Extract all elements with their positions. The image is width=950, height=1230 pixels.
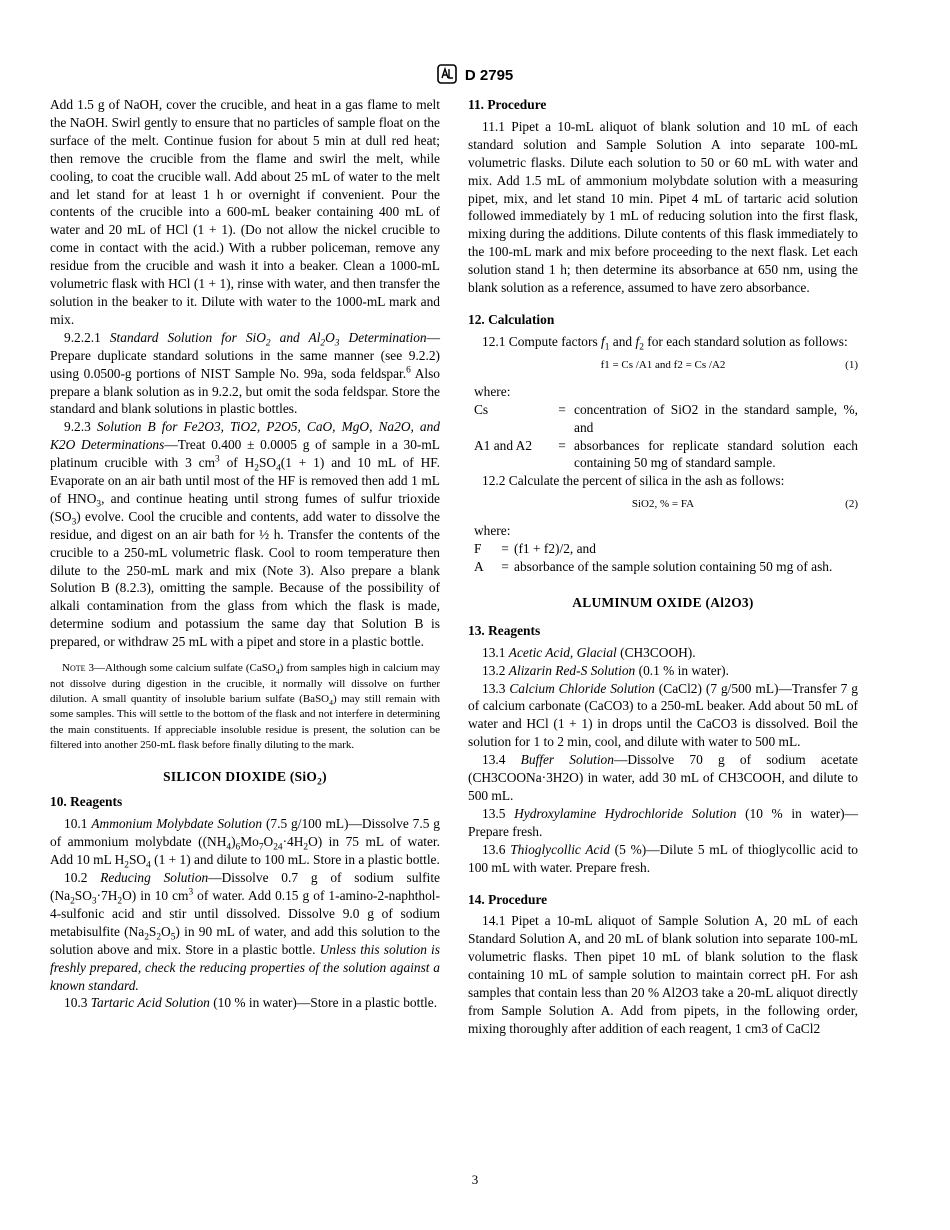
reagent-13-4: 13.4 Buffer Solution—Dissolve 70 g of sodium acetate (CH3COONa·3H2O) in water, add 30 mL of CH3COOH, and dilute to 500 mL. bbox=[468, 752, 858, 803]
right-column bbox=[468, 96, 858, 1038]
calculation-12-1: 12.1 Compute factors $f_1$ and $f_2$ for each standard solution as follows: bbox=[482, 333, 848, 353]
reagent-13-6: 13.6 Thioglycollic Acid (5 %)—Dilute 5 mL of thioglycollic acid to 100 mL with water. Prepare fresh. bbox=[468, 841, 858, 875]
where-label-2: where: bbox=[474, 523, 511, 539]
definition-a1-a2: A1 and A2 = absorbances for replicate standard solution each containing 50 mg of standard sample. bbox=[474, 437, 858, 471]
heading-11-procedure: 11. Procedure bbox=[468, 97, 547, 112]
reagent-10-3: 10.3 Tartaric Acid Solution (10 % in water)—Store in a plastic bottle. bbox=[64, 995, 438, 1011]
definition-f: F = (f1 + f2)/2, and bbox=[474, 541, 596, 557]
equation-1 bbox=[468, 357, 858, 373]
definition-absorbance: A = absorbance of the sample solution containing 50 mg of ash. bbox=[474, 559, 833, 575]
where-definitions-1 bbox=[474, 383, 858, 473]
paragraph-9-2-3: 9.2.3 Solution B for Fe2O3, TiO2, P2O5, CaO, MgO, Na2O, and K2O Determinations—Treat 0.400 ± 0.0005 g of sample in a 30-mL platinum crucible with 3 $cm^3$ of $H_2SO_4(1 + 1)$ and 10 mL of HF. Evaporate on an air bath until most of the HF is removed then add 1 mL of $HNO_3$, and continue heating until strong fumes of sulfur trioxide $(SO_3)$ evolve. Cool the crucible and contents, add water to dissolve the residue, and digest on an air bath for ½ h. Transfer the contents of the crucible to a 250-mL volumetric flask. Cool to room temperature then dilute to the 250-mL mark and mix (Note 3). Also prepare a blank Solution B (8.2.3), omitting the sample. Because of the possibility of alkali contamination from the glass from which the flask is made, determine sodium and potassium the same day that Solution B is prepared, or withdraw 25 mL with a pipet and store in a plastic bottle. bbox=[50, 419, 440, 650]
left-column bbox=[50, 96, 440, 1012]
document-designation: D 2795 bbox=[464, 67, 514, 84]
reagent-13-5: 13.5 Hydroxylamine Hydrochloride Solution (10 % in water)—Prepare fresh. bbox=[468, 805, 858, 839]
procedure-11-1: 11.1 Pipet a 10-mL aliquot of blank solution and 10 mL of each standard solution and Sample Solution A into separate 100-mL volumetric flasks. Dilute each solution to 50 or 60 mL with water and mix. Add 1.5 mL of ammonium molybdate solution with a measuring pipet, mix, and let stand 10 min. Pipet 4 mL of tartaric acid solution followed immediately by 1 mL of reducing solution into the first flask, mixing during the additions. Dilute contents of this flask immediately to the 100-mL mark and mix before proceeding to the next flask. Let each solution stand 1 h; then determine its absorbance at 650 nm, using the blank solution as a reference, assumed to have zero absorbance. bbox=[468, 118, 858, 296]
procedure-14-1: 14.1 Pipet a 10-mL aliquot of Sample Solution A, 20 mL of each Standard Solution A, and 20 mL of blank solution into separate 100-mL volumetric flasks. Then pipet 10 mL of blank solution to the flask containing 10 mL of sample solution to maintain correct pH. For ash samples that contain less than 20 % Al2O3 take a 20-mL aliquot directly from Sample Solution A. Add from pipets, in the following order, mixing thoroughly after addition of each reagent, 1 cm3 of CaCl2 bbox=[468, 913, 858, 1036]
heading-10-reagents: 10. Reagents bbox=[50, 794, 123, 810]
where-label: where: bbox=[474, 383, 511, 399]
section-aluminum-oxide: ALUMINUM OXIDE (Al2O3) bbox=[572, 594, 754, 610]
heading-13-reagents: 13. Reagents bbox=[468, 622, 541, 638]
reagent-13-1: 13.1 Acetic Acid, Glacial (CH3COOH). bbox=[482, 644, 696, 660]
equation-1-number: (1) bbox=[845, 358, 858, 371]
reagent-13-3: 13.3 Calcium Chloride Solution (CaCl2) (7 g/500 mL)—Transfer 7 g of calcium carbonate (CaCO3) to a 250-mL beaker. Add about 50 mL of water and HCl (1 + 1) in drops until the CaCO3 is dissolved. Boil the solution for 1 to 2 min, cool, and dilute with water to 500 mL. bbox=[468, 680, 858, 750]
astm-logo-icon bbox=[437, 64, 457, 84]
equation-1-text: f1 = Cs /A1 and f2 = Cs /A2 bbox=[600, 358, 726, 371]
page-number: 3 bbox=[471, 1172, 479, 1187]
page-header bbox=[0, 64, 950, 84]
reagent-10-1: 10.1 Ammonium Molybdate Solution (7.5 g/100 mL)—Dissolve 7.5 g of ammonium molybdate $((NH_4)_6Mo_7O_{24}\cdot 4H_2O)$ in 75 mL of water. Add 10 mL $H_2SO_4$ (1 + 1) and dilute to 100 mL. Store in a plastic bottle. bbox=[50, 816, 440, 871]
reagent-13-2: 13.2 Alizarin Red-S Solution (0.1 % in water). bbox=[482, 662, 729, 678]
equation-2-text: SiO2, % = FA bbox=[631, 498, 695, 511]
calculation-12-2: 12.2 Calculate the percent of silica in the ash as follows: bbox=[482, 473, 785, 489]
heading-14-procedure: 14. Procedure bbox=[468, 891, 548, 907]
equation-2-number: (2) bbox=[845, 498, 858, 511]
definition-cs: Cs = concentration of SiO2 in the standard sample, %, and bbox=[474, 401, 858, 435]
paragraph-fusion: Add 1.5 g of NaOH, cover the crucible, and heat in a gas flame to melt the NaOH. Swirl gently to ensure that no particles of sample float on the surface of the melt. Continue fusion for about 5 min at dull red heat; then remove the crucible from the flame and swirl the melt, while cooling, to coat the crucible wall. Add about 25 mL of water to the melt and let stand for at least 1 h or overnight if convenient. Pour the contents of the crucible into a 600-mL beaker containing 400 mL of water and 20 mL of HCl (1 + 1). (Do not allow the nickel crucible to come in contact with the acid.) With a rubber policeman, remove any residue from the crucible and wash it into a beaker. Clean a 1000-mL volumetric flask with HCl (1 + 1), rinse with water, and then transfer the solution in the beaker to it. Dilute with water to the 1000-mL mark and mix. bbox=[50, 97, 440, 327]
section-silicon-dioxide: SILICON DIOXIDE (SiO$_2$) bbox=[163, 768, 327, 788]
equation-2 bbox=[468, 496, 858, 512]
note-3: Note 3—Although some calcium sulfate (CaSO$_4$) from samples high in calcium may not dissolve during digestion in the crucible, it normally will dissolve on further dilution. A small quantity of insoluble barium sulfate (BaSO$_4$) may still remain with some samples. This will settle to the bottom of the flask and not interfere in determining the main constituents. If appreciable insoluble residue is present, the solution can be filtered into another 250-mL flask before finally diluting to the mark. bbox=[50, 662, 440, 752]
paragraph-9-2-2-1: 9.2.2.1 Standard Solution for SiO$_2$ and $Al_2O_3$ Determination—Prepare duplicate standard solutions in the same manner (see 9.2.2) using 0.0500-g portions of NIST Sample No. 99a, soda feldspar.$^6$ Also prepare a blank solution as in 9.2.2, but omit the soda feldspar. Store the standard and blank solutions in plastic bottles. bbox=[50, 329, 441, 417]
heading-12-calculation: 12. Calculation bbox=[468, 311, 555, 327]
where-definitions-2 bbox=[474, 522, 858, 576]
reagent-10-2: 10.2 Reducing Solution—Dissolve 0.7 g of sodium sulfite $(Na_2SO_3\cdot 7H_2O)$ in 10 $cm^3$ of water. Add 0.15 g of 1-amino-2-naphthol-4-sulfonic acid and stir until dissolved. Dissolve 9.0 g of sodium metabisulfite $(Na_2S_2O_5)$ in 90 mL of water, and add this solution to the solution above and mix. Store in a plastic bottle. Unless this solution is freshly prepared, check the reducing properties of the solution against a known standard. bbox=[50, 870, 440, 993]
